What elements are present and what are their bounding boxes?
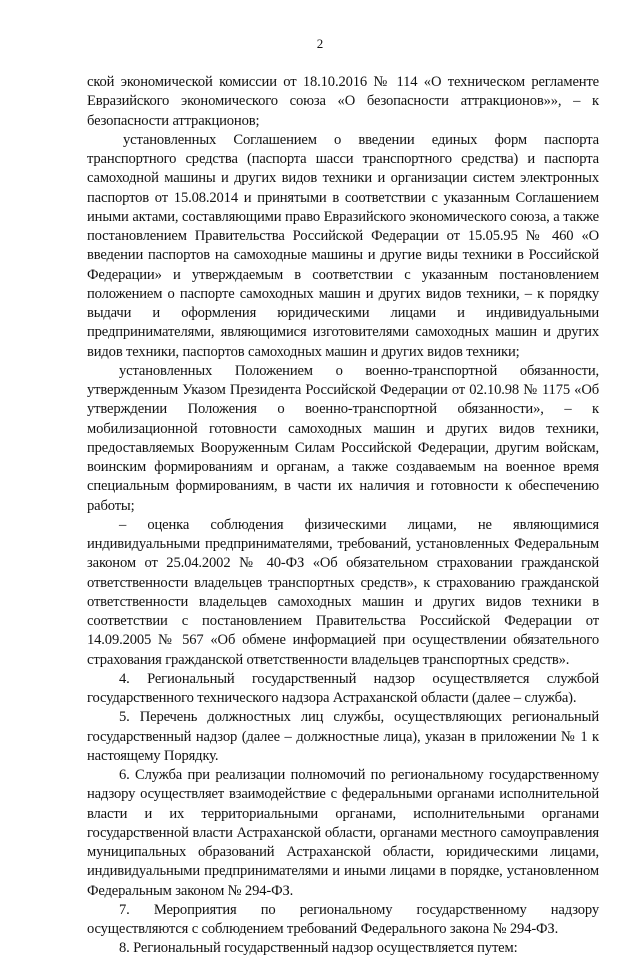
page-number: 2: [316, 36, 324, 51]
paragraph-item-8: 8. Региональный государственный надзор осуществляется путем:: [119, 940, 518, 957]
paragraph-item-5: 5. Перечень должностных лиц службы, осуществляющих региональный государственный надзор (далее – должностные лица), указан в приложении № 1 к настоящему Порядку.: [87, 709, 599, 764]
paragraph-military-transport: установленных Положением о военно-транспортной обязанности, утвержденным Указом Президента Российской Федерации от 02.10.98 № 1175 «Об утверждении Положения о военно-транспортной обязанности», – к мобилизационной готовности самоходных машин и других видов техники, предоставляемых Вооруженным Силам Российской Федерации, другим войскам, воинским формированиям и органам, а также создаваемым на военное время специальным формированиям, в части их наличия и готовности к обеспечению работы;: [87, 362, 599, 514]
paragraph-continuation: ской экономической комиссии от 18.10.2016 № 114 «О техническом регламенте Евразийского экономического союза «О безопасности аттракционов»», – к безопасности аттракционов;: [87, 74, 599, 129]
paragraph-item-4: 4. Региональный государственный надзор осуществляется службой государственного технического надзора Астраханской области (далее – служба).: [87, 670, 599, 706]
document-body: [87, 73, 599, 959]
paragraph-item-6: 6. Служба при реализации полномочий по региональному государственному надзору осуществляет взаимодействие с федеральными органами исполнительной власти и их территориальными органами, исполнительными органами государственной власти Астраханской области, органами местного самоуправления муниципальных образований Астраханской области, юридическими лицами, индивидуальными предпринимателями и иными лицами в порядке, установленном Федеральным законом № 294-ФЗ.: [87, 767, 599, 899]
paragraph-insurance-assessment: – оценка соблюдения физическими лицами, не являющимися индивидуальными предпринимателями, требований, установленных Федеральным законом от 25.04.2002 № 40-ФЗ «Об обязательном страховании гражданской ответственности владельцев транспортных средств», к страхованию гражданской ответственности владельцев самоходных машин и других видов техники в соответствии с постановлением Правительства Российской Федерации от 14.09.2005 № 567 «Об обмене информацией при осуществлении обязательного страхования гражданской ответственности владельцев транспортных средств».: [87, 516, 599, 668]
paragraph-item-7: 7. Мероприятия по региональному государственному надзору осуществляются с соблюдением требований Федерального закона № 294-ФЗ.: [87, 901, 599, 937]
paragraph-passport-agreement: установленных Соглашением о введении единых форм паспорта транспортного средства (паспорта шасси транспортного средства) и паспорта самоходной машины и других видов техники и организации систем электронных паспортов от 15.08.2014 и принятыми в соответствии с указанным Соглашением иными актами, составляющими право Евразийского экономического союза, а также постановлением Правительства Российской Федерации от 15.05.95 № 460 «О введении паспортов на самоходные машины и другие виды техники в Российской Федерации» и утверждаемым в соответствии с указанным постановлением положением о паспорте самоходных машин и других видов техники, – к порядку выдачи и оформления юридическими лицами и индивидуальными предпринимателями, являющимися изготовителями самоходных машин и других видов техники, паспортов самоходных машин и других видов техники;: [87, 131, 599, 360]
